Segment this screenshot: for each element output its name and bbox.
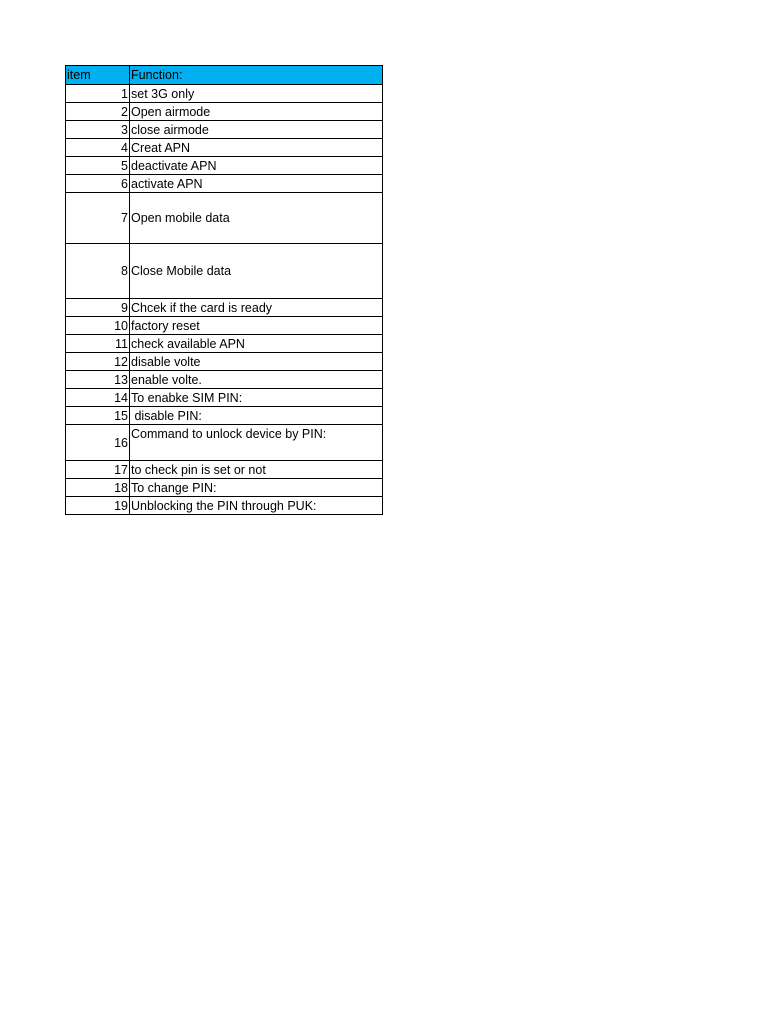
item-number-cell[interactable]: 2 (66, 103, 130, 121)
function-cell[interactable]: disable PIN: (130, 407, 383, 425)
function-cell[interactable]: close airmode (130, 121, 383, 139)
item-number-cell[interactable]: 19 (66, 497, 130, 515)
table-row (66, 407, 383, 425)
table-row (66, 139, 383, 157)
table-row (66, 353, 383, 371)
table-row (66, 371, 383, 389)
function-cell[interactable]: Open airmode (130, 103, 383, 121)
table-row (66, 244, 383, 299)
function-cell[interactable]: deactivate APN (130, 157, 383, 175)
table-row (66, 335, 383, 353)
function-cell[interactable]: check available APN (130, 335, 383, 353)
function-cell[interactable]: to check pin is set or not (130, 461, 383, 479)
header-function[interactable]: Function: (130, 66, 383, 85)
function-cell[interactable]: set 3G only (130, 85, 383, 103)
function-table (65, 65, 383, 515)
item-number-cell[interactable]: 15 (66, 407, 130, 425)
table-row (66, 317, 383, 335)
table-row (66, 461, 383, 479)
item-number-cell[interactable]: 1 (66, 85, 130, 103)
function-cell[interactable]: Unblocking the PIN through PUK: (130, 497, 383, 515)
item-number-cell[interactable]: 10 (66, 317, 130, 335)
table-row (66, 299, 383, 317)
item-number-cell[interactable]: 12 (66, 353, 130, 371)
item-number-cell[interactable]: 13 (66, 371, 130, 389)
function-cell[interactable]: factory reset (130, 317, 383, 335)
header-row (66, 66, 383, 85)
function-cell[interactable]: To change PIN: (130, 479, 383, 497)
function-cell[interactable]: Creat APN (130, 139, 383, 157)
table-row (66, 175, 383, 193)
item-number-cell[interactable]: 7 (66, 193, 130, 244)
table-row (66, 121, 383, 139)
table-row (66, 479, 383, 497)
header-item[interactable]: item (66, 66, 130, 85)
function-cell[interactable]: disable volte (130, 353, 383, 371)
table-row (66, 85, 383, 103)
item-number-cell[interactable]: 18 (66, 479, 130, 497)
function-cell[interactable]: Chcek if the card is ready (130, 299, 383, 317)
function-cell[interactable]: Open mobile data (130, 193, 383, 244)
item-number-cell[interactable]: 4 (66, 139, 130, 157)
table-row (66, 497, 383, 515)
item-number-cell[interactable]: 11 (66, 335, 130, 353)
item-number-cell[interactable]: 16 (66, 425, 130, 461)
function-cell[interactable]: activate APN (130, 175, 383, 193)
item-number-cell[interactable]: 5 (66, 157, 130, 175)
function-cell[interactable]: enable volte. (130, 371, 383, 389)
item-number-cell[interactable]: 9 (66, 299, 130, 317)
function-cell[interactable]: Close Mobile data (130, 244, 383, 299)
item-number-cell[interactable]: 3 (66, 121, 130, 139)
item-number-cell[interactable]: 14 (66, 389, 130, 407)
function-cell[interactable]: To enabke SIM PIN: (130, 389, 383, 407)
table-row (66, 389, 383, 407)
table-row (66, 193, 383, 244)
table-row (66, 157, 383, 175)
item-number-cell[interactable]: 8 (66, 244, 130, 299)
table-row (66, 103, 383, 121)
item-number-cell[interactable]: 17 (66, 461, 130, 479)
item-number-cell[interactable]: 6 (66, 175, 130, 193)
function-cell[interactable]: Command to unlock device by PIN: (130, 425, 383, 461)
table-row (66, 425, 383, 461)
